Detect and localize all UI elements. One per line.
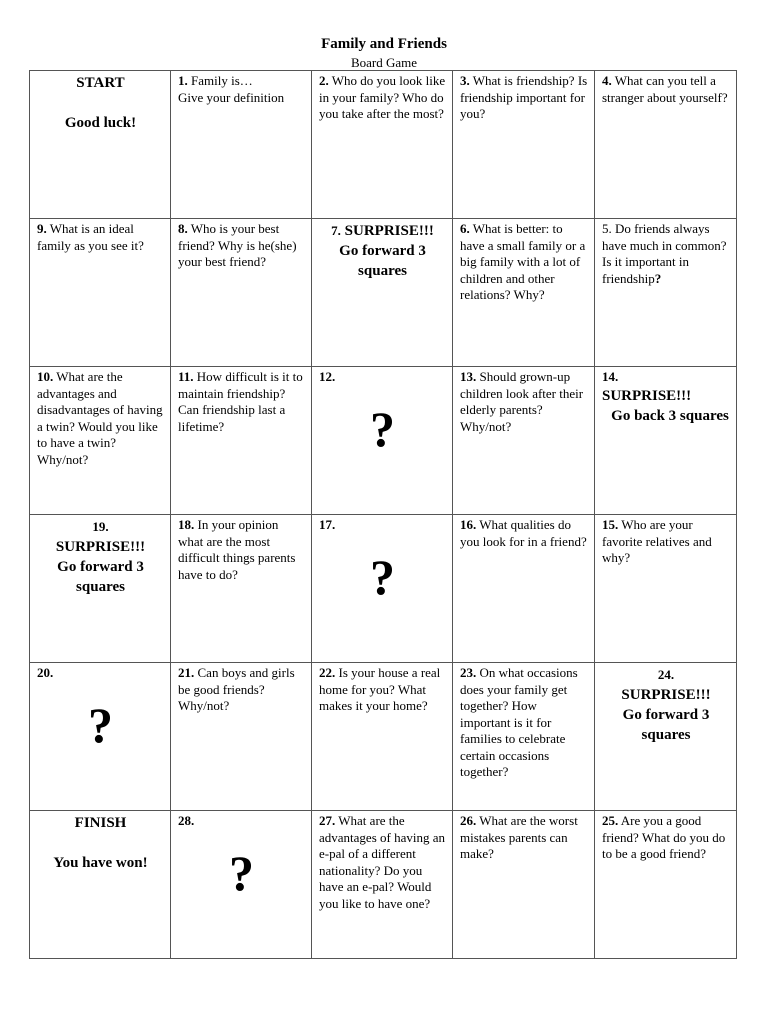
surprise-action: Go forward 3 squares [622, 707, 710, 743]
cell-number: 16. [460, 517, 477, 532]
start-label: START [76, 75, 125, 91]
document-title: Family and Friends [321, 36, 447, 52]
cell-12 [312, 367, 453, 515]
cell-number: 2. [319, 73, 329, 88]
cell-question: Who is your best friend? Why is he(she) your best friend? [178, 221, 297, 269]
board-row [30, 515, 737, 663]
cell-24 [595, 663, 737, 811]
board-row [30, 811, 737, 959]
cell-20 [30, 663, 171, 811]
board-row [30, 663, 737, 811]
cell-7 [312, 219, 453, 367]
surprise-label: SURPRISE!!! [344, 223, 434, 239]
cell-number: 7. [331, 223, 341, 238]
cell-2 [312, 71, 453, 219]
question-mark: ? [229, 844, 254, 901]
cell-question: In your opinion what are the most difficult things parents have to do? [178, 517, 296, 582]
cell-number: 22. [319, 665, 336, 680]
cell-question: Is your house a real home for you? What makes it your home? [319, 665, 441, 713]
cell-number: 10. [37, 369, 54, 384]
cell-15 [595, 515, 737, 663]
cell-number: 9. [37, 221, 47, 236]
cell-question: Do friends always have much in common? Is it important in friendship [602, 221, 727, 286]
cell-number: 1. [178, 73, 188, 88]
board-grid [29, 70, 737, 959]
cell-number: 12. [319, 369, 336, 384]
board-row [30, 367, 737, 515]
surprise-label: SURPRISE!!! [602, 387, 692, 404]
cell-question: What are the advantages of having an e-pal of a different nationality? Do you have an e-pal? Would you like to have one? [319, 813, 445, 911]
cell-25 [595, 811, 737, 959]
cell-number: 17. [319, 517, 336, 532]
cell-question: On what occasions does your family get together? How important is it for families to celebrate certain occasions together? [460, 665, 578, 779]
cell-number: 6. [460, 221, 470, 236]
cell-4 [595, 71, 737, 219]
start-text: Good luck! [64, 115, 137, 131]
question-mark: ? [370, 400, 395, 457]
cell-question: Who are your favorite relatives and why? [602, 517, 712, 565]
cell-number: 20. [37, 665, 54, 680]
question-mark: ? [88, 696, 113, 753]
cell-text-line: Can friendship last a lifetime? [178, 402, 286, 434]
cell-17 [312, 515, 453, 663]
cell-question: What can you tell a stranger about yourself? [602, 73, 728, 105]
cell-9 [30, 219, 171, 367]
cell-question: Are you a good friend? What do you do to be a good friend? [602, 813, 726, 861]
board-row [30, 219, 737, 367]
cell-number: 24. [657, 667, 675, 682]
cell-number: 14. [602, 369, 619, 384]
cell-number: 26. [460, 813, 477, 828]
cell-13 [453, 367, 595, 515]
cell-16 [453, 515, 595, 663]
finish-label: FINISH [74, 815, 127, 831]
cell-question: What is an ideal family as you see it? [37, 221, 144, 253]
surprise-action: Go forward 3 squares [57, 559, 144, 595]
surprise-action: Go back 3 squares [611, 407, 729, 424]
document-subtitle: Board Game [350, 55, 418, 70]
cell-question-end: ? [654, 270, 662, 286]
finish-text: You have won! [53, 855, 148, 871]
question-mark: ? [370, 548, 395, 605]
cell-number: 23. [460, 665, 477, 680]
cell-question: Who do you look like in your family? Who do you take after the most? [319, 73, 446, 121]
cell-question: Can boys and girls be good friends? Why/not? [178, 665, 295, 713]
cell-number: 15. [602, 517, 619, 532]
cell-question: What are the worst mistakes parents can make? [460, 813, 578, 861]
cell-11 [171, 367, 312, 515]
cell-18 [171, 515, 312, 663]
cell-start [30, 71, 171, 219]
cell-number: 21. [178, 665, 195, 680]
cell-number: 27. [319, 813, 336, 828]
cell-question: What is better: to have a small family or a big family with a lot of children and other relations? Why? [460, 221, 586, 302]
cell-26 [453, 811, 595, 959]
cell-28 [171, 811, 312, 959]
cell-number: 19. [92, 519, 109, 534]
cell-1 [171, 71, 312, 219]
cell-number: 13. [460, 369, 477, 384]
cell-number: 11. [178, 369, 194, 384]
board-row [30, 71, 737, 219]
cell-question: What are the advantages and disadvantages of having a twin? Would you like to have a twin? Why/not? [37, 369, 163, 467]
cell-6 [453, 219, 595, 367]
surprise-action: Go forward 3 squares [339, 243, 426, 279]
cell-21 [171, 663, 312, 811]
cell-question: Should grown-up children look after their elderly parents? Why/not? [460, 369, 584, 434]
cell-question: What qualities do you look for in a friend? [460, 517, 587, 549]
cell-text-line: Family is… [191, 73, 253, 88]
cell-19 [30, 515, 171, 663]
cell-number: 5. [602, 221, 612, 236]
surprise-label: SURPRISE!!! [55, 539, 146, 555]
cell-14 [595, 367, 737, 515]
cell-8 [171, 219, 312, 367]
cell-5 [595, 219, 737, 367]
cell-number: 28. [178, 813, 195, 828]
cell-number: 25. [602, 813, 619, 828]
cell-number: 8. [178, 221, 188, 236]
cell-number: 4. [602, 73, 612, 88]
cell-question: What is friendship? Is friendship important for you? [460, 73, 588, 121]
cell-text-line: How difficult is it to maintain friendship? [178, 369, 303, 401]
cell-27 [312, 811, 453, 959]
cell-10 [30, 367, 171, 515]
cell-number: 18. [178, 517, 195, 532]
cell-number: 3. [460, 73, 470, 88]
surprise-label: SURPRISE!!! [621, 687, 711, 703]
cell-3 [453, 71, 595, 219]
cell-finish [30, 811, 171, 959]
cell-text-line: Give your definition [178, 89, 285, 105]
cell-23 [453, 663, 595, 811]
cell-22 [312, 663, 453, 811]
